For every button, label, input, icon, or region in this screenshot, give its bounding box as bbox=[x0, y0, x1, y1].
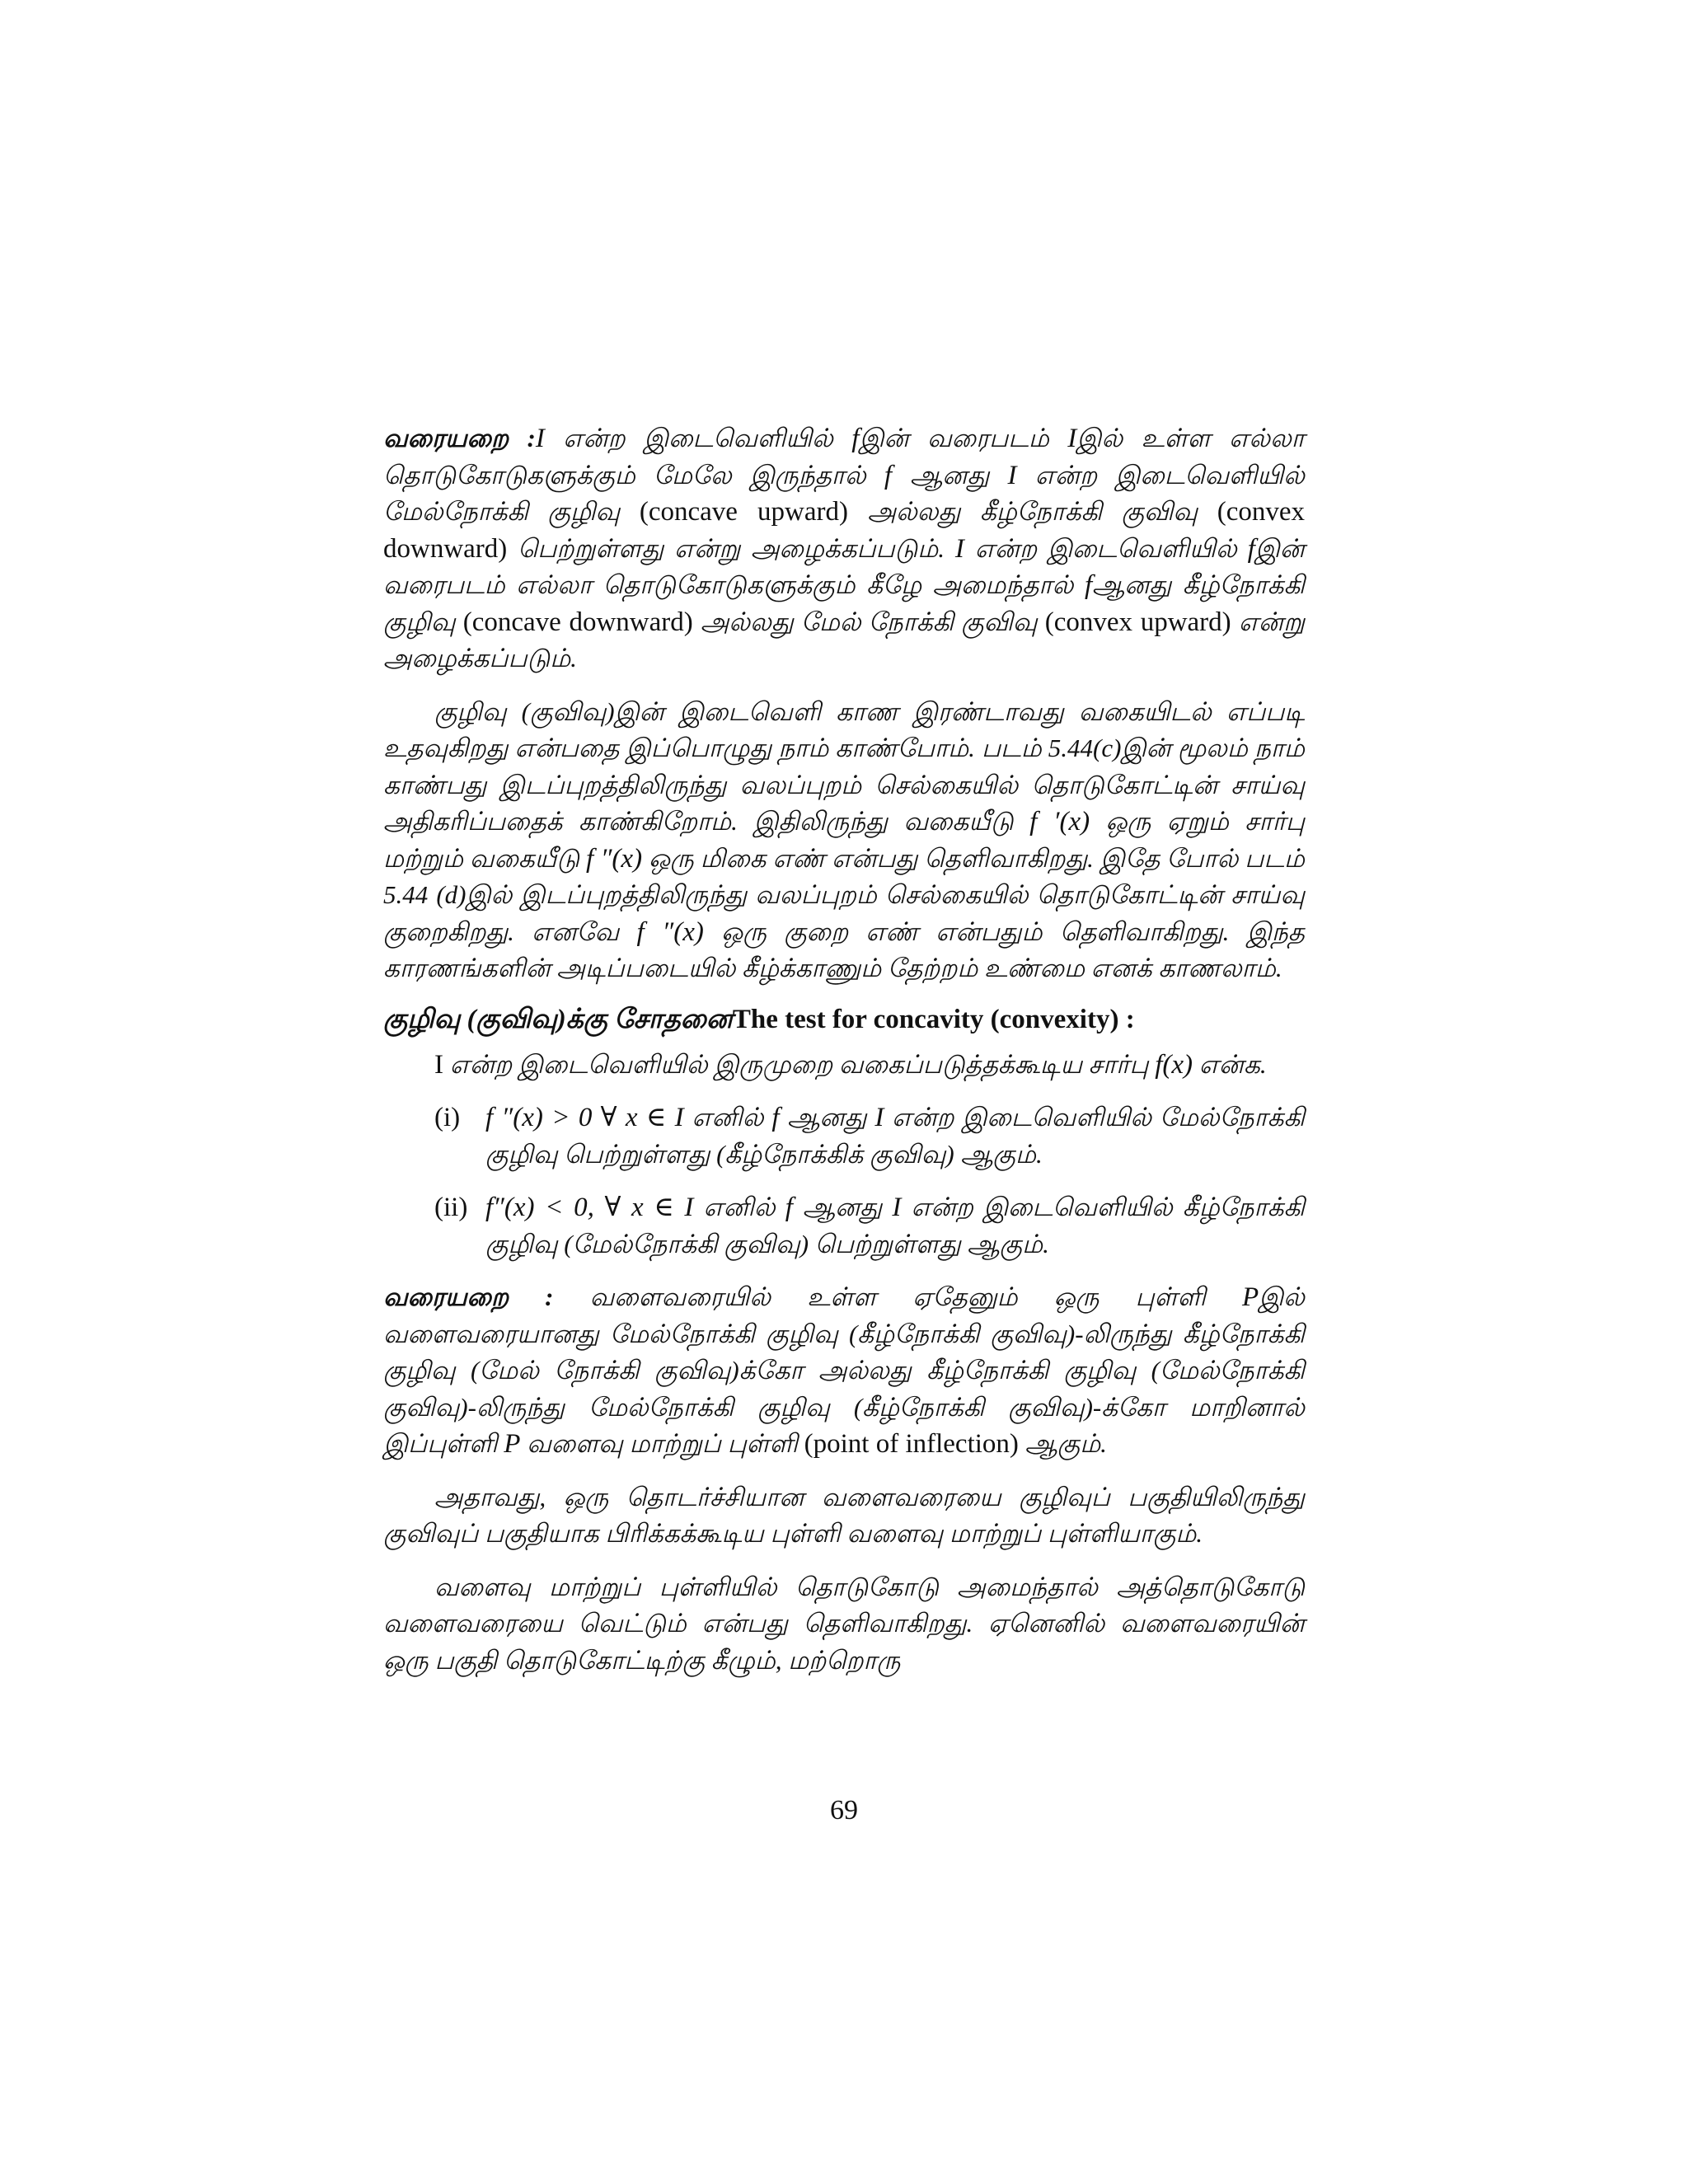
test-item-concave-downward: (ii) f″(x) < 0, ∀ x ∈ I எனில் f ஆனது I என்ற இடைவெளியில் கீழ்நோக்கி குழிவு (மேல்நோக்கி குவிவு) பெற்றுள்ளது ஆகும். bbox=[434, 1193, 1305, 1258]
second-derivative-explanation: குழிவு (குவிவு)இன் இடைவெளி காண இரண்டாவது வகையிடல் எப்படி உதவுகிறது என்பதை இப்பொழுது நாம் காண்போம். படம் 5.44(c)இன் மூலம் நாம் காண்பது இடப்புறத்திலிருந்து வலப்புறம் செல்கையில் தொடுகோட்டின் சாய்வு அதிகரிப்பதைக் காண்கிறோம். இதிலிருந்து வகையீடு f ′(x) ஒரு ஏறும் சார்பு மற்றும் வகையீடு f ″(x) ஒரு மிகை எண் என்பது தெளிவாகிறது. இதே போல் படம் 5.44 (d)இல் இடப்புறத்திலிருந்து வலப்புறம் செல்கையில் தொடுகோட்டின் சாய்வு குறைகிறது. எனவே f ″(x) ஒரு குறை எண் என்பதும் தெளிவாகிறது. இந்த காரணங்களின் அடிப்படையில் கீழ்க்காணும் தேற்றம் உண்மை எனக் காணலாம். bbox=[383, 696, 1305, 982]
test-item-concave-upward: (i) f ″(x) > 0 ∀ x ∈ I எனில் f ஆனது I என்ற இடைவெளியில் மேல்நோக்கி குழிவு பெற்றுள்ளது (கீழ்நோக்கிக் குவிவு) ஆகும். bbox=[434, 1103, 1305, 1169]
definition-label: வரையறை : bbox=[383, 1282, 554, 1311]
page-content bbox=[383, 420, 1305, 1679]
inflection-explanation: அதாவது, ஒரு தொடர்ச்சியான வளைவரையை குழிவுப் பகுதியிலிருந்து குவிவுப் பகுதியாக பிரிக்கக்கூடிய புள்ளி வளைவு மாற்றுப் புள்ளியாகும். bbox=[383, 1482, 1305, 1548]
definition-inflection: வரையறை : வளைவரையில் உள்ள ஏதேனும் ஒரு புள்ளி Pஇல் வளைவரையானது மேல்நோக்கி குழிவு (கீழ்நோக்கி குவிவு)-லிருந்து கீழ்நோக்கி குழிவு (மேல் நோக்கி குவிவு)க்கோ அல்லது கீழ்நோக்கி குழிவு (மேல்நோக்கி குவிவு)-லிருந்து மேல்நோக்கி குழிவு (கீழ்நோக்கி குவிவு)-க்கோ மாறினால் இப்புள்ளி P வளைவு மாற்றுப் புள்ளி (point of inflection) ஆகும். bbox=[383, 1282, 1306, 1459]
page-number: 69 bbox=[830, 1795, 858, 1825]
definition-concavity: வரையறை :I என்ற இடைவெளியில் fஇன் வரைபடம் Iஇல் உள்ள எல்லா தொடுகோடுகளுக்கும் மேலே இருந்தால் f ஆனது I என்ற இடைவெளியில் மேல்நோக்கி குழிவு (concave upward) அல்லது கீழ்நோக்கி குவிவு (convex downward) பெற்றுள்ளது என்று அழைக்கப்படும். I என்ற இடைவெளியில் fஇன் வரைபடம் எல்லா தொடுகோடுகளுக்கும் கீழே அமைந்தால் fஆனது கீழ்நோக்கி குழிவு (concave downward) அல்லது மேல் நோக்கி குவிவு (convex upward) என்று அழைக்கப்படும். bbox=[383, 424, 1306, 673]
condition-negative: f″(x) < 0, ∀ x ∈ I bbox=[485, 1193, 694, 1222]
definition-label: வரையறை : bbox=[383, 424, 536, 452]
tangent-at-inflection: வளைவு மாற்றுப் புள்ளியில் தொடுகோடு அமைந்தால் அத்தொடுகோடு வளைவரையை வெட்டும் என்பது தெளிவாகிறது. ஏனெனில் வளைவரையின் ஒரு பகுதி தொடுகோட்டிற்கு கீழும், மற்றொரு bbox=[383, 1572, 1305, 1675]
section-heading: குழிவு (குவிவு)க்கு சோதனைThe test for concavity (convexity) : bbox=[383, 1004, 1135, 1034]
test-intro: I என்ற இடைவெளியில் இருமுறை வகைப்படுத்தக்கூடிய சார்பு f(x) என்க. bbox=[434, 1049, 1267, 1080]
condition-positive: f ″(x) > 0 ∀ x ∈ I bbox=[485, 1103, 684, 1132]
